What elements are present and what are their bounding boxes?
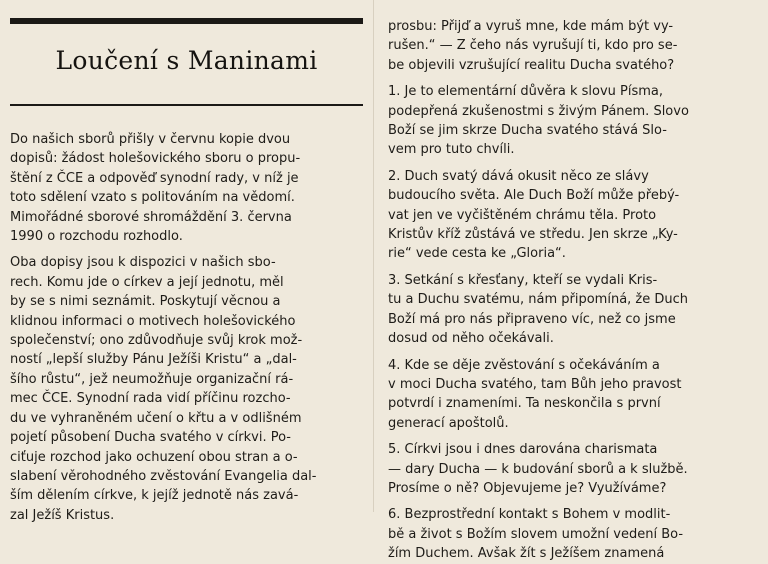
text-line: 1990 o rozchodu rozhodlo. — [10, 229, 183, 245]
text-line: Oba dopisy jsou k dispozici v našich sbo- — [10, 255, 276, 271]
text-line: toto sdělení vzato s politováním na vědomí. — [10, 190, 295, 206]
text-line: Prosíme o ně? Objevujeme je? Využíváme? — [388, 480, 667, 496]
top-rule — [10, 18, 363, 24]
text-line: prosbu: Přijď a vyruš mne, kde mám být vy- — [388, 19, 674, 34]
text-line: 5. Církvi jsou i dnes darována charismata — [388, 442, 658, 458]
text-line: štění z ČCE a odpověď synodní rady, v níž je — [10, 170, 299, 186]
paragraph — [388, 440, 748, 498]
text-line: — dary Ducha — k budování sborů a k službě. — [388, 461, 688, 477]
text-line: bě a život s Božím slovem umožní vedení Bo- — [388, 526, 684, 542]
text-line: vat jen ve vyčištěném chrámu těla. Proto — [388, 207, 657, 223]
text-line: rie“ vede cesta ke „Gloria“. — [388, 246, 566, 262]
text-line: rušen.“ — Z čeho nás vyrušují ti, kdo pro se- — [388, 38, 678, 54]
paragraph — [388, 505, 748, 563]
text-line: slabení věrohodného zvěstování Evangelia dal- — [10, 468, 317, 484]
text-line: pojetí působení Ducha svatého v církvi. Po- — [10, 430, 291, 446]
text-line: Mimořádné sborové shromáždění 3. června — [10, 209, 292, 225]
right-column — [388, 17, 748, 564]
text-line: Kristův kříž zůstává ve středu. Jen skrze „Ky- — [388, 227, 678, 243]
text-line: rech. Komu jde o církev a její jednotu, měl — [10, 274, 284, 290]
left-column — [10, 130, 363, 525]
text-line: 6. Bezprostřední kontakt s Bohem v modlit- — [388, 507, 671, 523]
paragraph — [10, 130, 363, 246]
text-line: vem pro tuto chvíli. — [388, 142, 515, 158]
text-line: dopisů: žádost holešovického sboru o propu- — [10, 151, 301, 167]
paragraph — [388, 167, 748, 264]
paragraph — [388, 271, 748, 349]
text-line: žím Duchem. Avšak žít s Ježíšem znamená — [388, 546, 665, 562]
text-line: 3. Setkání s křesťany, kteří se vydali Kris- — [388, 272, 658, 288]
text-line: budoucího světa. Ale Duch Boží může přebý- — [388, 188, 680, 204]
text-line: du ve vyhraněném učení o křtu a v odlišném — [10, 410, 302, 426]
text-line: Boží má pro nás připraveno víc, než co jsme — [388, 311, 676, 327]
text-line: ností „lepší služby Pánu Ježíši Kristu“ a „dal- — [10, 352, 297, 368]
text-line: by se s nimi seznámit. Poskytují věcnou a — [10, 294, 281, 310]
text-line: mec ČCE. Synodní rada vidí příčinu rozcho- — [10, 391, 291, 407]
text-line: zal Ježíš Kristus. — [10, 507, 115, 523]
text-line: ciťuje rozchod jako ochuzení obou stran a o- — [10, 449, 298, 465]
paragraph — [388, 356, 748, 434]
text-line: tu a Duchu svatému, nám připomíná, že Duch — [388, 292, 689, 308]
text-line: v moci Ducha svatého, tam Bůh jeho pravost — [388, 376, 682, 392]
text-line: 1. Je to elementární důvěra k slovu Písma, — [388, 84, 664, 100]
text-line: be objevili vzrušující realitu Ducha svatého? — [388, 57, 675, 73]
paragraph — [388, 17, 748, 75]
text-line: společenství; ono zdůvodňuje svůj krok mož- — [10, 333, 303, 349]
text-line: Boží se jim skrze Ducha svatého stává Slo- — [388, 123, 667, 139]
text-line: 2. Duch svatý dává okusit něco ze slávy — [388, 168, 649, 184]
paragraph — [388, 82, 748, 160]
paragraph — [10, 253, 363, 525]
text-line: dosud od něho očekávali. — [388, 331, 554, 347]
text-line: Do našich sborů přišly v červnu kopie dvou — [10, 132, 291, 147]
text-line: šího růstu“, jež neumožňuje organizační rá- — [10, 371, 294, 387]
article-title: Loučení s Maninami — [55, 46, 318, 75]
text-line: ším dělením církve, k jejíž jednotě nás zavá- — [10, 488, 299, 504]
text-line: generací apoštolů. — [388, 415, 509, 431]
title-rule — [10, 104, 363, 106]
text-line: potvrdí i znameními. Ta neskončila s první — [388, 396, 661, 412]
column-divider — [373, 0, 374, 512]
text-line: klidnou informaci o motivech holešovického — [10, 313, 296, 329]
text-line: 4. Kde se děje zvěstování s očekáváním a — [388, 357, 660, 373]
text-line: podepřená zkušenostmi s živým Pánem. Slovo — [388, 103, 689, 119]
